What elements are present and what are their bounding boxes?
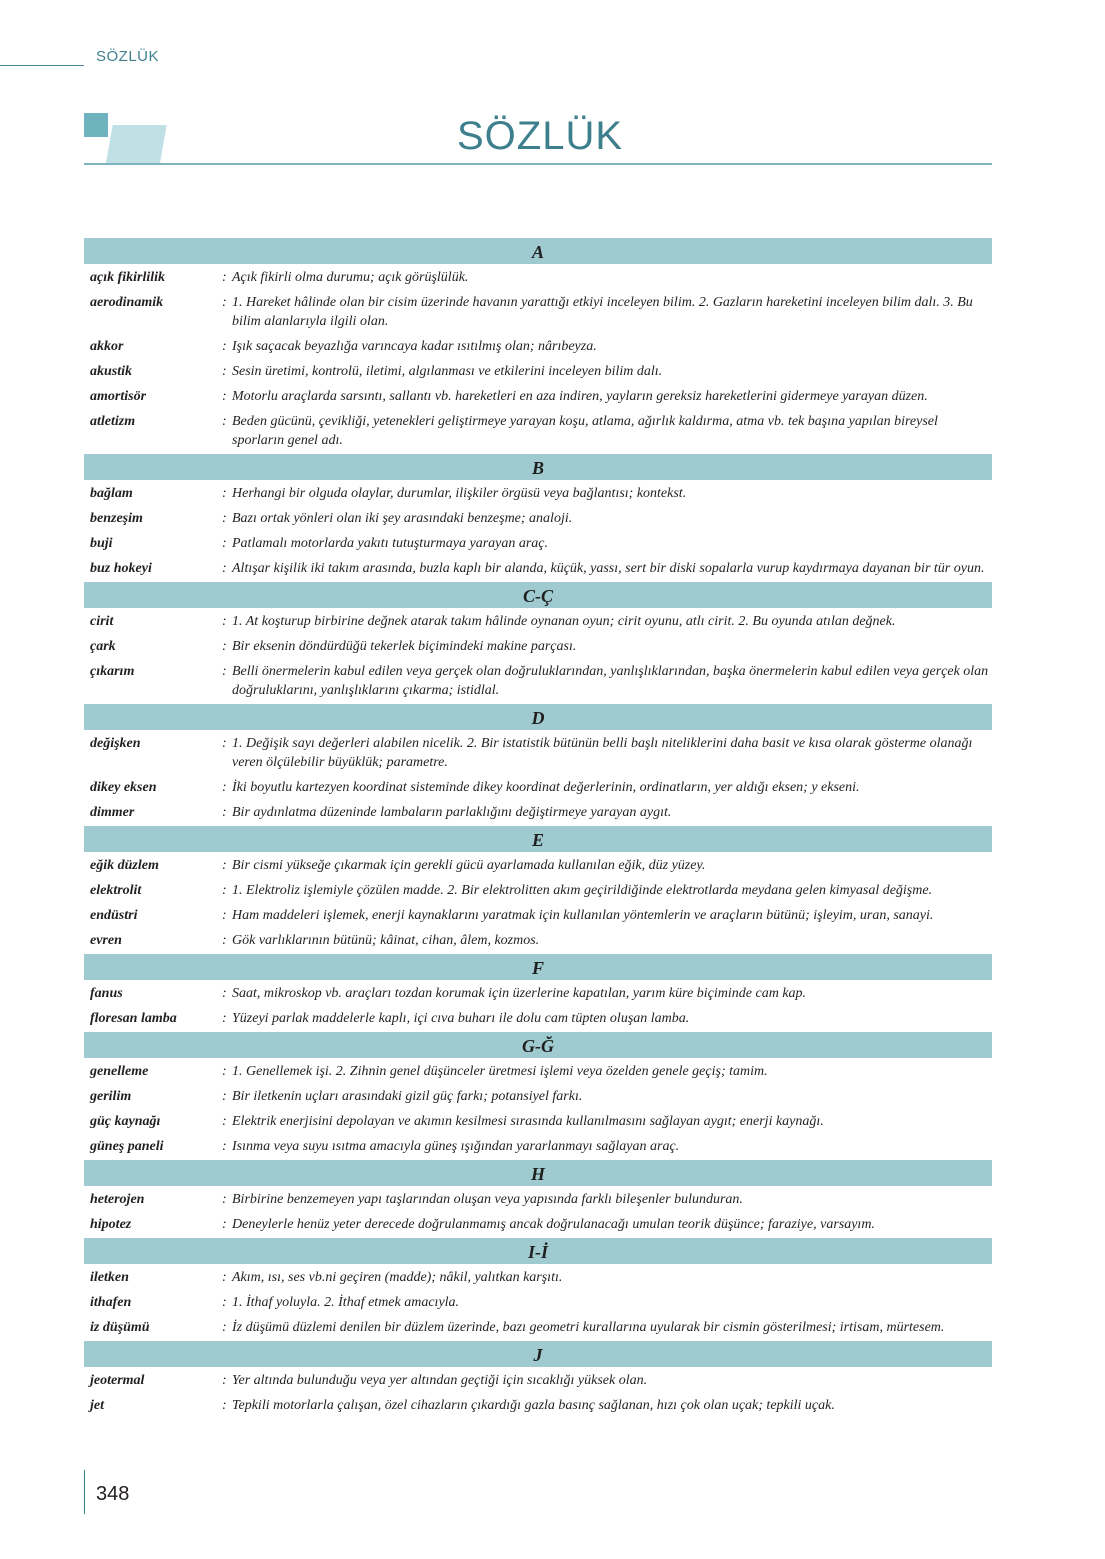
glossary-entry bbox=[84, 265, 992, 290]
entry-colon: : bbox=[222, 1217, 227, 1232]
entry-colon: : bbox=[222, 883, 227, 898]
entry-colon: : bbox=[222, 933, 227, 948]
running-header-text: SÖZLÜK bbox=[96, 48, 160, 65]
glossary-entry bbox=[84, 1265, 992, 1290]
entry-definition: Isınma veya suyu ısıtma amacıyla güneş ışığından yararlanmayı sağlayan araç. bbox=[232, 1139, 680, 1154]
entry-colon: : bbox=[222, 295, 227, 310]
entry-colon: : bbox=[222, 1373, 227, 1388]
page-title: SÖZLÜK bbox=[456, 114, 624, 158]
entry-definition: 1. Elektroliz işlemiyle çözülen madde. 2. Bir elektrolitten akım geçirildiğinde elektrotlarda meydana gelen kimyasal değişme. bbox=[232, 883, 933, 898]
footer-rule bbox=[84, 1470, 85, 1514]
glossary-entry bbox=[84, 334, 992, 359]
entry-definition: Motorlu araçlarda sarsıntı, sallantı vb. hareketleri en aza indiren, yayların gereksiz hareketlerini gidermeye yarayan düzen. bbox=[232, 389, 928, 404]
entry-definition: Akım, ısı, ses vb.ni geçiren (madde); nâkil, yalıtkan karşıtı. bbox=[232, 1270, 563, 1285]
entry-definition: Yer altında bulunduğu veya yer altından geçtiği için sıcaklığı yüksek olan. bbox=[232, 1373, 648, 1388]
entry-term: akustik bbox=[90, 364, 133, 379]
entry-definition: Tepkili motorlarla çalışan, özel cihazların çıkardığı gazla basınç sağlanan, hızı çok olan uçak; tepkili uçak. bbox=[232, 1398, 835, 1413]
glossary-entry bbox=[84, 634, 992, 659]
decorative-square bbox=[84, 113, 108, 137]
entry-definition: Sesin üretimi, kontrolü, iletimi, algılanması ve etkilerini inceleyen bilim dalı. bbox=[232, 364, 663, 379]
entry-colon: : bbox=[222, 1270, 227, 1285]
entry-term: değişken bbox=[90, 736, 141, 751]
glossary-entry bbox=[84, 1134, 992, 1159]
entry-colon: : bbox=[222, 414, 227, 429]
glossary-entry bbox=[84, 531, 992, 556]
entry-term: hipotez bbox=[90, 1217, 132, 1232]
section-letter-bar: A bbox=[84, 238, 992, 264]
glossary-entry bbox=[84, 409, 992, 453]
section-letter-bar: C-Ç bbox=[84, 582, 992, 608]
entry-definition: Bir cismi yükseğe çıkarmak için gerekli gücü ayarlamada kullanılan eğik, düz yüzey. bbox=[232, 858, 706, 873]
page-number: 348 bbox=[96, 1483, 130, 1505]
glossary-entry bbox=[84, 1368, 992, 1393]
glossary-entry bbox=[84, 1109, 992, 1134]
entry-definition: 1. Değişik sayı değerleri alabilen nicelik. 2. Bir istatistik bütünün belli başlı niteliklerini daha basit ve kısa olarak gösterme olanağı veren ölçülebilir büyüklük; parametre. bbox=[232, 736, 973, 770]
entry-definition: Saat, mikroskop vb. araçları tozdan korumak için üzerlerine kapatılan, yarım küre biçiminde cam kap. bbox=[232, 986, 807, 1001]
glossary-entry bbox=[84, 878, 992, 903]
entry-definition: 1. At koşturup birbirine değnek atarak takım hâlinde oynanan oyun; cirit oyunu, atlı cirit. 2. Bu oyunda atılan değnek. bbox=[232, 614, 896, 629]
entry-term: güneş paneli bbox=[90, 1139, 164, 1154]
entry-definition: Açık fikirli olma durumu; açık görüşlülük. bbox=[232, 270, 469, 285]
glossary-entry bbox=[84, 1315, 992, 1340]
entry-term: genelleme bbox=[90, 1064, 149, 1079]
entry-colon: : bbox=[222, 511, 227, 526]
section-letter-bar: E bbox=[84, 826, 992, 852]
entry-colon: : bbox=[222, 639, 227, 654]
glossary-entry bbox=[84, 556, 992, 581]
entry-definition: Herhangi bir olguda olaylar, durumlar, ilişkiler örgüsü veya bağlantısı; kontekst. bbox=[232, 486, 687, 501]
section-letter-bar: B bbox=[84, 454, 992, 480]
title-block bbox=[0, 100, 1105, 170]
entry-term: buz hokeyi bbox=[90, 561, 152, 576]
entry-term: iz düşümü bbox=[90, 1320, 150, 1335]
entry-colon: : bbox=[222, 908, 227, 923]
section-letter-bar: J bbox=[84, 1341, 992, 1367]
header-rule bbox=[0, 65, 84, 66]
entry-colon: : bbox=[222, 736, 227, 751]
glossary-entry bbox=[84, 1006, 992, 1031]
glossary-entry bbox=[84, 775, 992, 800]
entry-colon: : bbox=[222, 486, 227, 501]
entry-term: elektrolit bbox=[90, 883, 142, 898]
glossary-entry bbox=[84, 903, 992, 928]
entry-colon: : bbox=[222, 1064, 227, 1079]
entry-colon: : bbox=[222, 561, 227, 576]
entry-term: benzeşim bbox=[90, 511, 143, 526]
glossary-entry bbox=[84, 1187, 992, 1212]
entry-term: evren bbox=[90, 933, 122, 948]
entry-term: jet bbox=[90, 1398, 104, 1413]
entry-colon: : bbox=[222, 1320, 227, 1335]
section-letter-bar: D bbox=[84, 704, 992, 730]
entry-definition: Beden gücünü, çevikliği, yetenekleri geliştirmeye yarayan koşu, atlama, ağırlık kaldırma, atma vb. tek başına yapılan bireysel sporların genel adı. bbox=[232, 414, 938, 448]
glossary-entry bbox=[84, 481, 992, 506]
entry-term: heterojen bbox=[90, 1192, 145, 1207]
glossary bbox=[84, 237, 992, 1418]
entry-term: çark bbox=[90, 639, 116, 654]
entry-term: amortisör bbox=[90, 389, 147, 404]
entry-term: buji bbox=[90, 536, 113, 551]
entry-term: aerodinamik bbox=[90, 295, 164, 310]
entry-definition: Belli önermelerin kabul edilen veya gerçek olan doğruluklarından, yanlışlıklarından, başka önermelerin kabul edilen veya gerçek olan doğruluklarını, yanlışlıklarını çıkarma; istidlal. bbox=[232, 664, 989, 698]
entry-colon: : bbox=[222, 339, 227, 354]
entry-colon: : bbox=[222, 664, 227, 679]
glossary-entry bbox=[84, 800, 992, 825]
glossary-entry bbox=[84, 1393, 992, 1418]
entry-definition: Bir eksenin döndürdüğü tekerlek biçimindeki makine parçası. bbox=[232, 639, 577, 654]
entry-colon: : bbox=[222, 805, 227, 820]
glossary-entry bbox=[84, 928, 992, 953]
glossary-entry bbox=[84, 981, 992, 1006]
glossary-entry bbox=[84, 1059, 992, 1084]
entry-term: açık fikirlilik bbox=[90, 270, 166, 285]
entry-definition: 1. Genellemek işi. 2. Zihnin genel düşünceler üretmesi işlemi veya özelden genele geçiş; tamim. bbox=[232, 1064, 768, 1079]
entry-colon: : bbox=[222, 1295, 227, 1310]
section-letter-bar: F bbox=[84, 954, 992, 980]
entry-term: cirit bbox=[90, 614, 114, 629]
glossary-entry bbox=[84, 290, 992, 334]
entry-colon: : bbox=[222, 1192, 227, 1207]
glossary-entry bbox=[84, 659, 992, 703]
entry-colon: : bbox=[222, 780, 227, 795]
entry-term: akkor bbox=[90, 339, 124, 354]
entry-term: dikey eksen bbox=[90, 780, 157, 795]
entry-definition: Deneylerle henüz yeter derecede doğrulanmamış ancak doğrulanacağı umulan teorik düşünce; faraziye, varsayım. bbox=[232, 1217, 875, 1232]
entry-definition: Patlamalı motorlarda yakıtı tutuşturmaya yarayan araç. bbox=[232, 536, 549, 551]
glossary-entry bbox=[84, 384, 992, 409]
entry-term: dimmer bbox=[90, 805, 135, 820]
glossary-entry bbox=[84, 1212, 992, 1237]
entry-colon: : bbox=[222, 1139, 227, 1154]
entry-colon: : bbox=[222, 364, 227, 379]
entry-definition: Ham maddeleri işlemek, enerji kaynaklarını yaratmak için kullanılan yöntemlerin ve araçların bütünü; işleyim, uran, sanayi. bbox=[232, 908, 934, 923]
glossary-entry bbox=[84, 1290, 992, 1315]
entry-colon: : bbox=[222, 614, 227, 629]
glossary-entry bbox=[84, 731, 992, 775]
glossary-entry bbox=[84, 853, 992, 878]
entry-term: güç kaynağı bbox=[90, 1114, 161, 1129]
entry-definition: Bazı ortak yönleri olan iki şey arasındaki benzeşme; analoji. bbox=[232, 511, 573, 526]
entry-definition: Altışar kişilik iki takım arasında, buzla kaplı bir alanda, küçük, yassı, sert bir diski sopalarla vurup kaydırmaya dayanan bir tür oyun. bbox=[232, 561, 985, 576]
running-header bbox=[0, 38, 180, 78]
entry-colon: : bbox=[222, 1089, 227, 1104]
entry-definition: Birbirine benzemeyen yapı taşlarından oluşan veya yapısında farklı bileşenler bulunduran. bbox=[232, 1192, 743, 1207]
entry-term: floresan lamba bbox=[90, 1011, 177, 1026]
entry-colon: : bbox=[222, 858, 227, 873]
glossary-entry bbox=[84, 1084, 992, 1109]
entry-definition: Işık saçacak beyazlığa varıncaya kadar ısıtılmış olan; nârıbeyza. bbox=[232, 339, 597, 354]
entry-term: eğik düzlem bbox=[90, 858, 159, 873]
entry-definition: 1. Hareket hâlinde olan bir cisim üzerinde havanın yarattığı etkiyi inceleyen bilim. 2. Gazların hareketini inceleyen bilim dalı. 3. Bu bilim alanlarıyla ilgili olan. bbox=[232, 295, 973, 329]
entry-colon: : bbox=[222, 270, 227, 285]
entry-term: iletken bbox=[90, 1270, 129, 1285]
decorative-parallelogram bbox=[106, 125, 167, 163]
entry-colon: : bbox=[222, 389, 227, 404]
entry-definition: Elektrik enerjisini depolayan ve akımın kesilmesi sırasında kullanılmasını sağlayan aygıt; enerji kaynağı. bbox=[232, 1114, 824, 1129]
entry-term: ithafen bbox=[90, 1295, 132, 1310]
glossary-entry bbox=[84, 506, 992, 531]
entry-definition: Bir aydınlatma düzeninde lambaların parlaklığını değiştirmeye yarayan aygıt. bbox=[232, 805, 672, 820]
entry-colon: : bbox=[222, 1011, 227, 1026]
entry-term: atletizm bbox=[90, 414, 136, 429]
entry-term: endüstri bbox=[90, 908, 138, 923]
section-letter-bar: I-İ bbox=[84, 1238, 992, 1264]
entry-definition: İz düşümü düzlemi denilen bir düzlem üzerinde, bazı geometri kurallarına uyularak bir cismin gösterilmesi; irtisam, mürtesem. bbox=[232, 1320, 945, 1335]
entry-definition: 1. İthaf yoluyla. 2. İthaf etmek amacıyla. bbox=[232, 1295, 460, 1310]
entry-term: fanus bbox=[90, 986, 123, 1001]
glossary-entry bbox=[84, 609, 992, 634]
entry-definition: Bir iletkenin uçları arasındaki gizil güç farkı; potansiyel farkı. bbox=[232, 1089, 583, 1104]
entry-colon: : bbox=[222, 1398, 227, 1413]
entry-term: bağlam bbox=[90, 486, 133, 501]
entry-term: gerilim bbox=[90, 1089, 132, 1104]
entry-colon: : bbox=[222, 536, 227, 551]
entry-definition: Yüzeyi parlak maddelerle kaplı, içi cıva buharı ile dolu cam tüpten oluşan lamba. bbox=[232, 1011, 690, 1026]
glossary-entry bbox=[84, 359, 992, 384]
section-letter-bar: H bbox=[84, 1160, 992, 1186]
entry-colon: : bbox=[222, 1114, 227, 1129]
entry-term: çıkarım bbox=[90, 664, 135, 679]
entry-colon: : bbox=[222, 986, 227, 1001]
entry-definition: İki boyutlu kartezyen koordinat sisteminde dikey koordinat değerlerinin, ordinatların, yer aldığı eksen; y ekseni. bbox=[232, 780, 860, 795]
entry-definition: Gök varlıklarının bütünü; kâinat, cihan, âlem, kozmos. bbox=[232, 933, 540, 948]
title-rule bbox=[84, 163, 992, 165]
entry-term: jeotermal bbox=[90, 1373, 145, 1388]
section-letter-bar: G-Ğ bbox=[84, 1032, 992, 1058]
